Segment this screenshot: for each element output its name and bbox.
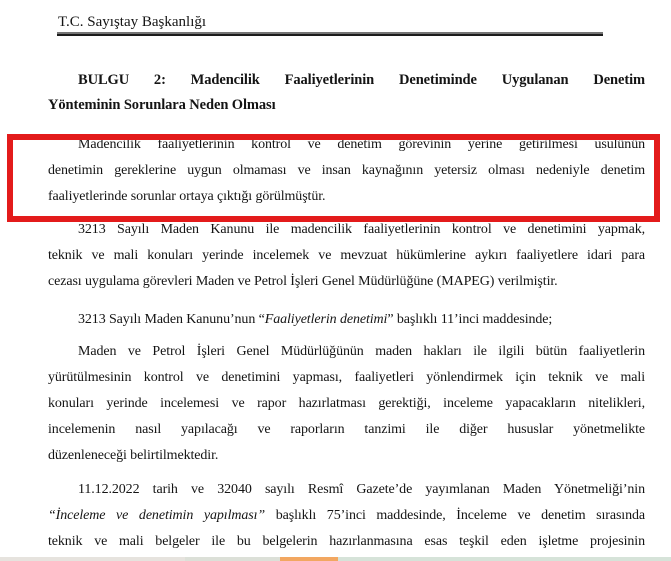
paragraph-regulation-details: [48, 339, 645, 469]
header-rule: [57, 32, 603, 36]
paragraph-line: Maden ve Petrol İşleri Genel Müdürlüğünün maden hakları ile ilgili bütün faaliyetlerin: [78, 344, 645, 359]
paragraph-line: düzenleneceği belirtilmektedir.: [48, 448, 219, 463]
bottom-strip-segment: [185, 557, 280, 561]
page-header-title: T.C. Sayıştay Başkanlığı: [58, 14, 207, 30]
italic-title-segment: Faaliyetlerin denetimi: [264, 312, 388, 327]
bottom-strip-orange-segment: [280, 557, 338, 561]
paragraph-line: cezası uygulama görevleri Maden ve Petrol İşleri Genel Müdürlüğüne (MAPEG) verilmiştir.: [48, 274, 558, 289]
text-segment: 3213 Sayılı Maden Kanunu’nun “: [78, 312, 265, 327]
paragraph-line: teknik ve mali belgeler ile bu belgelerin hazırlanmasına esas teşkil eden işletme projesinin: [48, 534, 645, 549]
highlighted-paragraph: [48, 132, 645, 210]
paragraph-line: 11.12.2022 tarih ve 32040 sayılı Resmî Gazete’de yayımlanan Maden Yönetmeliği’nin: [78, 482, 645, 497]
paragraph-line: [48, 503, 645, 529]
finding-heading-line-2: Yönteminin Sorunlara Neden Olması: [48, 97, 276, 113]
paragraph-line: yürütülmesinin kontrol ve denetimini yapması, faaliyetleri yönlendirmek için teknik ve mali: [48, 370, 645, 385]
text-segment: ” başlıklı 11’inci maddesinde;: [387, 312, 553, 327]
paragraph-line: incelemenin nasıl yapılacağı ve raporların tanzimi ile diğer hususlar yönetmelikte: [48, 422, 645, 437]
paragraph-line: konuları yerinde incelemesi ve rapor hazırlatması gerektiği, inceleme yapacakların nitelikleri,: [48, 396, 645, 411]
italic-title-segment: “İnceleme ve denetimin yapılması”: [48, 508, 266, 523]
document-page: [0, 12, 671, 561]
paragraph-line: Madencilik faaliyetlerinin kontrol ve denetim görevinin yerine getirilmesi usulünün: [78, 137, 645, 152]
paragraph-gazette-article-75: [48, 477, 645, 555]
paragraph-line: 3213 Sayılı Maden Kanunu ile madencilik faaliyetlerinin kontrol ve denetimini yapmak,: [78, 222, 645, 237]
paragraph-line: denetimin gereklerine uygun olmaması ve insan kaynağının yetersiz olması nedeniyle denetim: [48, 163, 645, 178]
finding-heading: [48, 68, 645, 118]
paragraph-law-duties: [48, 217, 645, 295]
paragraph-line: [48, 307, 645, 333]
paragraph-line: teknik ve mali konuları yerinde incelemek ve mevzuat hükümlerine aykırı faaliyetlere idari para: [48, 248, 645, 263]
document-body: [48, 68, 645, 555]
bottom-strip-segment: [338, 557, 671, 561]
paragraph-law-article-11: [48, 307, 645, 333]
bottom-strip-segment: [0, 557, 185, 561]
page-header: [0, 12, 671, 36]
finding-heading-line-1: BULGU 2: Madencilik Faaliyetlerinin Denetiminde Uygulanan Denetim: [78, 72, 645, 88]
text-segment: başlıklı 75’inci maddesinde, İnceleme ve denetim sırasında: [265, 508, 645, 523]
bottom-edge-strip: [0, 557, 671, 561]
paragraph-line: faaliyetlerinde sorunlar ortaya çıktığı görülmüştür.: [48, 189, 326, 204]
